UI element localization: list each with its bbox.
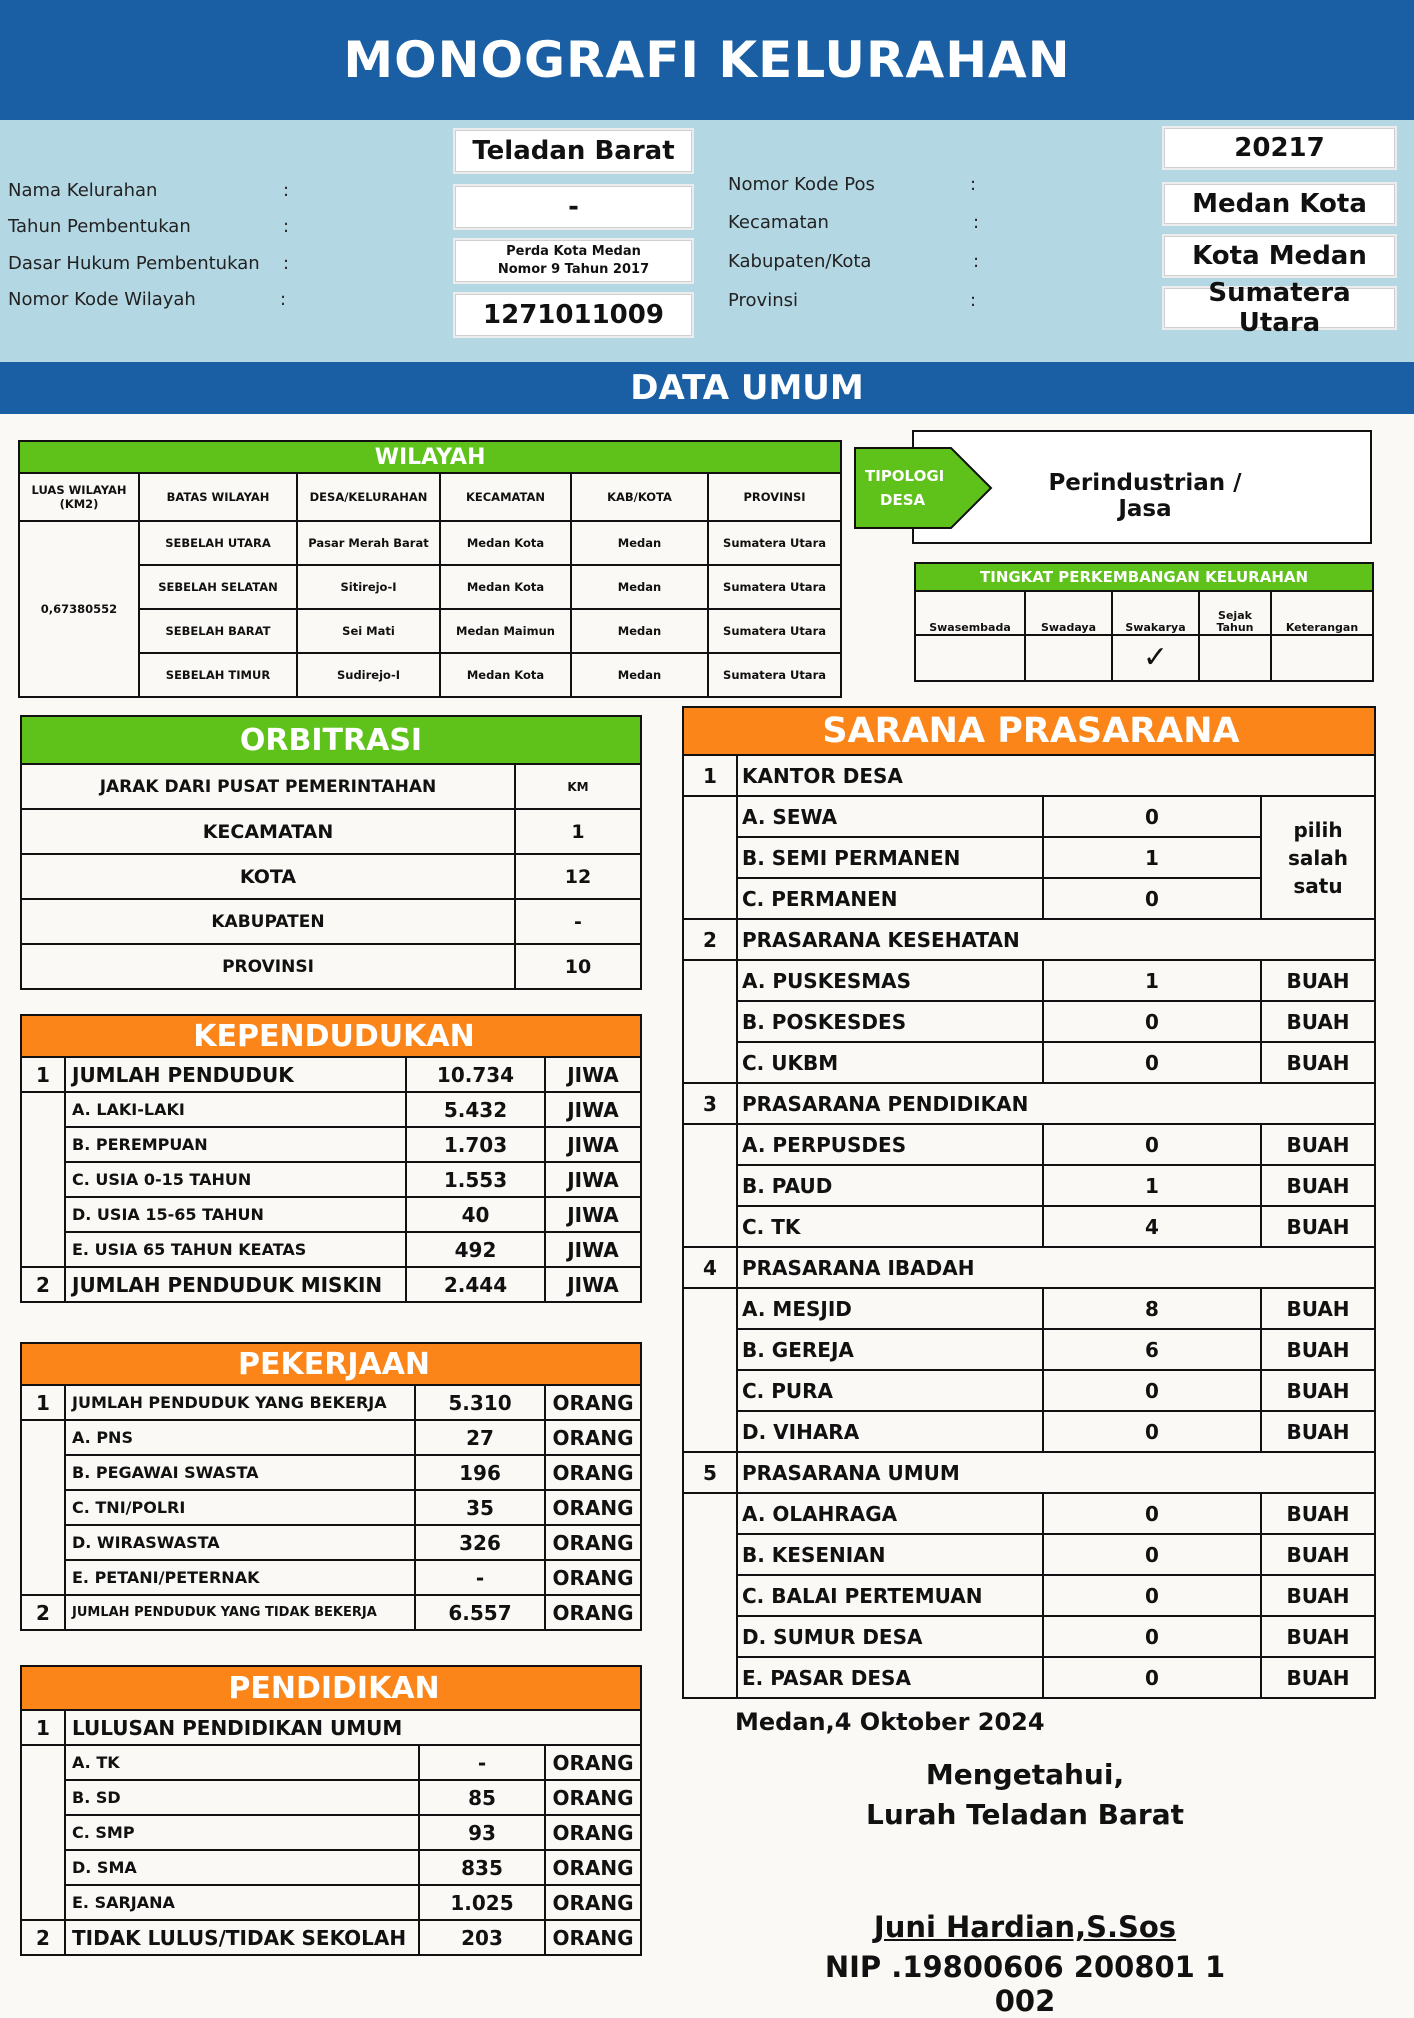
table-cell: KOTA bbox=[21, 854, 515, 899]
row-value: 0 bbox=[1043, 1124, 1261, 1165]
table-cell bbox=[1025, 635, 1112, 681]
table-cell: SEBELAH SELATAN bbox=[139, 565, 297, 609]
table-cell: 10 bbox=[515, 944, 641, 989]
col-header: Swakarya bbox=[1112, 591, 1199, 635]
colon: : bbox=[970, 174, 977, 195]
row-label: JUMLAH PENDUDUK YANG TIDAK BEKERJA bbox=[65, 1595, 415, 1630]
row-value: 0 bbox=[1043, 1657, 1261, 1698]
wilayah-title: WILAYAH bbox=[19, 441, 841, 473]
table-cell: Sei Mati bbox=[297, 609, 440, 653]
row-value: 8 bbox=[1043, 1288, 1261, 1329]
value-tahun-pembentukan: - bbox=[453, 184, 694, 230]
table-cell: Medan bbox=[571, 521, 708, 565]
table-cell bbox=[1271, 635, 1373, 681]
row-label: A. TK bbox=[65, 1745, 419, 1780]
row-unit: BUAH bbox=[1261, 1165, 1375, 1206]
row-unit: ORANG bbox=[545, 1385, 641, 1420]
col-header: Swasembada bbox=[915, 591, 1025, 635]
row-value: 2.444 bbox=[406, 1267, 545, 1302]
colon: : bbox=[973, 251, 980, 272]
table-row bbox=[21, 1885, 641, 1920]
table-cell: Medan bbox=[571, 565, 708, 609]
label-kabupaten-kota: Kabupaten/Kota bbox=[728, 251, 872, 272]
label-kecamatan: Kecamatan bbox=[728, 212, 829, 233]
row-value: 27 bbox=[415, 1420, 545, 1455]
colon: : bbox=[283, 180, 290, 201]
table-cell: SEBELAH BARAT bbox=[139, 609, 297, 653]
row-unit: BUAH bbox=[1261, 1329, 1375, 1370]
table-row bbox=[683, 1329, 1375, 1370]
row-label: A. SEWA bbox=[737, 796, 1043, 837]
label-nama-kelurahan: Nama Kelurahan bbox=[8, 180, 158, 201]
col-header: Swadaya bbox=[1025, 591, 1112, 635]
row-label: LULUSAN PENDIDIKAN UMUM bbox=[65, 1710, 641, 1745]
row-value: 203 bbox=[419, 1920, 545, 1955]
row-value: 1.553 bbox=[406, 1162, 545, 1197]
row-value: 6.557 bbox=[415, 1595, 545, 1630]
table-cell: - bbox=[515, 899, 641, 944]
table-cell: SEBELAH UTARA bbox=[139, 521, 297, 565]
row-label: D. VIHARA bbox=[737, 1411, 1043, 1452]
colon: : bbox=[283, 216, 290, 237]
row-label: C. TNI/POLRI bbox=[65, 1490, 415, 1525]
row-label: A. PERPUSDES bbox=[737, 1124, 1043, 1165]
table-row bbox=[19, 609, 841, 653]
row-unit: BUAH bbox=[1261, 1370, 1375, 1411]
row-index: 1 bbox=[21, 1057, 65, 1092]
signature-acknowledgement bbox=[860, 1755, 1190, 1835]
table-row bbox=[21, 1267, 641, 1302]
group-label: KANTOR DESA bbox=[737, 755, 1375, 796]
row-value: 1 bbox=[1043, 960, 1261, 1001]
signatory-name: Juni Hardian,S.Sos bbox=[873, 1910, 1177, 1944]
table-row bbox=[19, 521, 841, 565]
table-cell: Medan bbox=[571, 653, 708, 697]
table-row bbox=[683, 1206, 1375, 1247]
row-value: - bbox=[415, 1560, 545, 1595]
row-value: 196 bbox=[415, 1455, 545, 1490]
row-label: B. PEGAWAI SWASTA bbox=[65, 1455, 415, 1490]
row-label: TIDAK LULUS/TIDAK SEKOLAH bbox=[65, 1920, 419, 1955]
signatory-nip: NIP .19800606 200801 1 002 bbox=[824, 1950, 1226, 2018]
row-value: 1 bbox=[1043, 1165, 1261, 1206]
row-unit: JIWA bbox=[545, 1092, 641, 1127]
row-value: 0 bbox=[1043, 1042, 1261, 1083]
note-text: pilih salah satu bbox=[1261, 796, 1375, 919]
row-value: 0 bbox=[1043, 1616, 1261, 1657]
label-provinsi: Provinsi bbox=[728, 290, 798, 311]
label-tahun-pembentukan: Tahun Pembentukan bbox=[8, 216, 191, 237]
row-value: 0 bbox=[1043, 1370, 1261, 1411]
table-row bbox=[683, 1657, 1375, 1698]
table-row bbox=[683, 755, 1375, 796]
row-label: B. SEMI PERMANEN bbox=[737, 837, 1043, 878]
table-cell: KM bbox=[515, 764, 641, 809]
orbitrasi-title: ORBITRASI bbox=[21, 716, 641, 764]
table-row bbox=[21, 1162, 641, 1197]
row-value: 326 bbox=[415, 1525, 545, 1560]
table-cell: JARAK DARI PUSAT PEMERINTAHAN bbox=[21, 764, 515, 809]
row-label: D. SMA bbox=[65, 1850, 419, 1885]
table-row bbox=[683, 1165, 1375, 1206]
value-kabupaten-kota: Kota Medan bbox=[1162, 234, 1397, 278]
row-value: 40 bbox=[406, 1197, 545, 1232]
row-unit: BUAH bbox=[1261, 1657, 1375, 1698]
row-label: E. PETANI/PETERNAK bbox=[65, 1560, 415, 1595]
tipologi-label-1: TIPOLOGI bbox=[865, 467, 945, 485]
row-index: 4 bbox=[683, 1247, 737, 1288]
row-label: D. USIA 15-65 TAHUN bbox=[65, 1197, 406, 1232]
row-value: 93 bbox=[419, 1815, 545, 1850]
colon: : bbox=[970, 290, 977, 311]
table-row bbox=[21, 1455, 641, 1490]
table-row bbox=[683, 960, 1375, 1001]
label-kode-wilayah: Nomor Kode Wilayah bbox=[8, 289, 196, 310]
signature-know-line1: Mengetahui, bbox=[925, 1758, 1125, 1791]
col-header: KECAMATAN bbox=[440, 473, 571, 521]
table-row bbox=[21, 1815, 641, 1850]
pekerjaan-title: PEKERJAAN bbox=[21, 1343, 641, 1385]
table-row bbox=[21, 1197, 641, 1232]
signature-know-line2: Lurah Teladan Barat bbox=[866, 1798, 1184, 1831]
value-dasar-hukum bbox=[453, 238, 694, 284]
row-index bbox=[683, 1288, 737, 1452]
row-label: C. UKBM bbox=[737, 1042, 1043, 1083]
row-value: 5.310 bbox=[415, 1385, 545, 1420]
row-unit: ORANG bbox=[545, 1745, 641, 1780]
table-row bbox=[19, 565, 841, 609]
row-unit: ORANG bbox=[545, 1850, 641, 1885]
row-label: JUMLAH PENDUDUK MISKIN bbox=[65, 1267, 406, 1302]
pendidikan-table bbox=[20, 1665, 642, 1956]
table-row bbox=[21, 1232, 641, 1267]
row-index: 1 bbox=[683, 755, 737, 796]
page-title: MONOGRAFI KELURAHAN bbox=[0, 0, 1414, 120]
table-row bbox=[21, 1127, 641, 1162]
col-header: KAB/KOTA bbox=[571, 473, 708, 521]
group-label: PRASARANA KESEHATAN bbox=[737, 919, 1375, 960]
row-label: A. MESJID bbox=[737, 1288, 1043, 1329]
table-row bbox=[683, 796, 1375, 837]
row-value: 0 bbox=[1043, 1534, 1261, 1575]
row-unit: BUAH bbox=[1261, 1042, 1375, 1083]
row-value: 1.025 bbox=[419, 1885, 545, 1920]
row-index bbox=[683, 1493, 737, 1698]
table-row bbox=[21, 1490, 641, 1525]
row-label: E. PASAR DESA bbox=[737, 1657, 1043, 1698]
table-cell: Sumatera Utara bbox=[708, 653, 841, 697]
row-index: 2 bbox=[21, 1267, 65, 1302]
row-value: 4 bbox=[1043, 1206, 1261, 1247]
row-unit: JIWA bbox=[545, 1057, 641, 1092]
tingkat-table bbox=[914, 562, 1374, 682]
row-value: 6 bbox=[1043, 1329, 1261, 1370]
row-unit: BUAH bbox=[1261, 1288, 1375, 1329]
row-value: 0 bbox=[1043, 1411, 1261, 1452]
col-header: DESA/KELURAHAN bbox=[297, 473, 440, 521]
row-value: 0 bbox=[1043, 1001, 1261, 1042]
group-label: PRASARANA IBADAH bbox=[737, 1247, 1375, 1288]
sarana-table bbox=[682, 706, 1376, 1699]
row-label: D. WIRASWASTA bbox=[65, 1525, 415, 1560]
table-row bbox=[21, 1385, 641, 1420]
row-index bbox=[21, 1745, 65, 1920]
row-label: C. BALAI PERTEMUAN bbox=[737, 1575, 1043, 1616]
table-row bbox=[21, 1057, 641, 1092]
table-cell: SEBELAH TIMUR bbox=[139, 653, 297, 697]
row-unit: ORANG bbox=[545, 1455, 641, 1490]
table-cell: Medan Kota bbox=[440, 565, 571, 609]
row-unit: JIWA bbox=[545, 1232, 641, 1267]
colon: : bbox=[973, 212, 980, 233]
row-unit: ORANG bbox=[545, 1595, 641, 1630]
table-row bbox=[683, 1042, 1375, 1083]
tipologi-arrow-icon bbox=[855, 448, 995, 528]
row-unit: BUAH bbox=[1261, 1493, 1375, 1534]
table-row bbox=[683, 1534, 1375, 1575]
row-unit: BUAH bbox=[1261, 1534, 1375, 1575]
colon: : bbox=[283, 253, 290, 274]
row-label: B. PEREMPUAN bbox=[65, 1127, 406, 1162]
row-label: B. KESENIAN bbox=[737, 1534, 1043, 1575]
label-kode-pos: Nomor Kode Pos bbox=[728, 174, 875, 195]
table-row bbox=[21, 1560, 641, 1595]
row-index: 5 bbox=[683, 1452, 737, 1493]
row-index bbox=[683, 796, 737, 919]
dasar-hukum-line2: Nomor 9 Tahun 2017 bbox=[497, 262, 650, 277]
row-label: C. PERMANEN bbox=[737, 878, 1043, 919]
value-kecamatan: Medan Kota bbox=[1162, 182, 1397, 226]
row-unit: JIWA bbox=[545, 1267, 641, 1302]
row-unit: ORANG bbox=[545, 1560, 641, 1595]
row-unit: ORANG bbox=[545, 1780, 641, 1815]
col-header: Keterangan bbox=[1271, 591, 1373, 635]
tipologi-label-2: DESA bbox=[880, 491, 926, 509]
row-value: 1.703 bbox=[406, 1127, 545, 1162]
row-unit: JIWA bbox=[545, 1162, 641, 1197]
row-index bbox=[21, 1092, 65, 1267]
table-row bbox=[683, 1247, 1375, 1288]
row-value: 0 bbox=[1043, 1575, 1261, 1616]
table-row bbox=[683, 1575, 1375, 1616]
table-row bbox=[21, 1525, 641, 1560]
colon: : bbox=[280, 289, 287, 310]
table-row bbox=[21, 1595, 641, 1630]
row-index: 1 bbox=[21, 1710, 65, 1745]
table-row bbox=[21, 1420, 641, 1455]
table-row bbox=[19, 653, 841, 697]
row-unit: ORANG bbox=[545, 1885, 641, 1920]
row-unit: BUAH bbox=[1261, 1206, 1375, 1247]
table-cell: Sumatera Utara bbox=[708, 565, 841, 609]
row-index bbox=[21, 1420, 65, 1595]
row-unit: ORANG bbox=[545, 1490, 641, 1525]
table-cell: Sumatera Utara bbox=[708, 521, 841, 565]
table-cell: KABUPATEN bbox=[21, 899, 515, 944]
table-cell bbox=[1199, 635, 1271, 681]
row-label: B. PAUD bbox=[737, 1165, 1043, 1206]
table-cell: 1 bbox=[515, 809, 641, 854]
table-row bbox=[683, 1001, 1375, 1042]
table-cell: Sudirejo-I bbox=[297, 653, 440, 697]
table-cell bbox=[915, 635, 1025, 681]
table-cell: 12 bbox=[515, 854, 641, 899]
wilayah-table bbox=[18, 440, 842, 698]
kependudukan-table bbox=[20, 1014, 642, 1303]
row-label: B. SD bbox=[65, 1780, 419, 1815]
row-unit: BUAH bbox=[1261, 1124, 1375, 1165]
table-row bbox=[21, 1710, 641, 1745]
pendidikan-title: PENDIDIKAN bbox=[21, 1666, 641, 1710]
table-row bbox=[683, 919, 1375, 960]
row-label: C. TK bbox=[737, 1206, 1043, 1247]
row-value: 85 bbox=[419, 1780, 545, 1815]
table-cell: Medan bbox=[571, 609, 708, 653]
table-row bbox=[683, 1370, 1375, 1411]
tingkat-title: TINGKAT PERKEMBANGAN KELURAHAN bbox=[915, 563, 1373, 591]
row-value: 835 bbox=[419, 1850, 545, 1885]
sarana-title: SARANA PRASARANA bbox=[683, 707, 1375, 755]
tipologi-value: Perindustrian / Jasa bbox=[1048, 470, 1242, 522]
table-row bbox=[683, 1493, 1375, 1534]
row-value: 5.432 bbox=[406, 1092, 545, 1127]
row-index: 3 bbox=[683, 1083, 737, 1124]
table-row bbox=[683, 1411, 1375, 1452]
table-cell: KECAMATAN bbox=[21, 809, 515, 854]
row-label: E. USIA 65 TAHUN KEATAS bbox=[65, 1232, 406, 1267]
row-unit: BUAH bbox=[1261, 1001, 1375, 1042]
row-label: C. PURA bbox=[737, 1370, 1043, 1411]
table-row bbox=[683, 1452, 1375, 1493]
value-nama-kelurahan: Teladan Barat bbox=[453, 128, 694, 174]
dasar-hukum-line1: Perda Kota Medan bbox=[506, 244, 641, 259]
table-row bbox=[683, 1288, 1375, 1329]
table-cell: Pasar Merah Barat bbox=[297, 521, 440, 565]
table-row bbox=[21, 1092, 641, 1127]
row-label: A. LAKI-LAKI bbox=[65, 1092, 406, 1127]
orbitrasi-table bbox=[20, 715, 642, 990]
row-unit: ORANG bbox=[545, 1815, 641, 1850]
row-index bbox=[683, 960, 737, 1083]
table-row bbox=[683, 1083, 1375, 1124]
table-row bbox=[21, 1745, 641, 1780]
row-unit: ORANG bbox=[545, 1420, 641, 1455]
row-index: 2 bbox=[683, 919, 737, 960]
row-index bbox=[683, 1124, 737, 1247]
row-unit: ORANG bbox=[545, 1920, 641, 1955]
col-header: PROVINSI bbox=[708, 473, 841, 521]
row-index: 1 bbox=[21, 1385, 65, 1420]
row-value: 35 bbox=[415, 1490, 545, 1525]
row-value: 0 bbox=[1043, 878, 1261, 919]
row-label: E. SARJANA bbox=[65, 1885, 419, 1920]
row-index: 2 bbox=[21, 1920, 65, 1955]
row-value: 0 bbox=[1043, 1493, 1261, 1534]
row-label: JUMLAH PENDUDUK YANG BEKERJA bbox=[65, 1385, 415, 1420]
value-kode-pos: 20217 bbox=[1162, 126, 1397, 170]
table-row bbox=[21, 1850, 641, 1885]
table-cell: Sitirejo-I bbox=[297, 565, 440, 609]
row-unit: BUAH bbox=[1261, 1575, 1375, 1616]
table-cell: Medan Kota bbox=[440, 653, 571, 697]
table-row bbox=[21, 1920, 641, 1955]
kependudukan-title: KEPENDUDUKAN bbox=[21, 1015, 641, 1057]
label-dasar-hukum: Dasar Hukum Pembentukan bbox=[8, 253, 260, 274]
row-unit: BUAH bbox=[1261, 1616, 1375, 1657]
row-label: A. OLAHRAGA bbox=[737, 1493, 1043, 1534]
row-label: A. PNS bbox=[65, 1420, 415, 1455]
row-unit: JIWA bbox=[545, 1197, 641, 1232]
row-index: 2 bbox=[21, 1595, 65, 1630]
col-header: LUAS WILAYAH (KM2) bbox=[19, 473, 139, 521]
row-label: D. SUMUR DESA bbox=[737, 1616, 1043, 1657]
value-provinsi: Sumatera Utara bbox=[1162, 286, 1397, 330]
row-value: 10.734 bbox=[406, 1057, 545, 1092]
row-value: 0 bbox=[1043, 796, 1261, 837]
table-cell: Medan Maimun bbox=[440, 609, 571, 653]
row-value: 1 bbox=[1043, 837, 1261, 878]
table-cell: Sumatera Utara bbox=[708, 609, 841, 653]
row-value: - bbox=[419, 1745, 545, 1780]
row-unit: ORANG bbox=[545, 1525, 641, 1560]
row-label: C. USIA 0-15 TAHUN bbox=[65, 1162, 406, 1197]
table-row bbox=[683, 1616, 1375, 1657]
signature-date: Medan,4 Oktober 2024 bbox=[735, 1708, 1045, 1736]
row-label: B. GEREJA bbox=[737, 1329, 1043, 1370]
table-row bbox=[21, 1780, 641, 1815]
row-value: 492 bbox=[406, 1232, 545, 1267]
table-cell: Medan Kota bbox=[440, 521, 571, 565]
checkmark-icon: ✓ bbox=[1112, 635, 1199, 681]
group-label: PRASARANA PENDIDIKAN bbox=[737, 1083, 1375, 1124]
col-header: BATAS WILAYAH bbox=[139, 473, 297, 521]
row-unit: BUAH bbox=[1261, 1411, 1375, 1452]
value-kode-wilayah: 1271011009 bbox=[453, 292, 694, 338]
data-umum-banner: DATA UMUM bbox=[0, 362, 1414, 414]
row-unit: JIWA bbox=[545, 1127, 641, 1162]
col-header: Sejak Tahun bbox=[1199, 591, 1271, 635]
table-cell: PROVINSI bbox=[21, 944, 515, 989]
pekerjaan-table bbox=[20, 1342, 642, 1631]
luas-wilayah: 0,67380552 bbox=[19, 521, 139, 697]
row-label: C. SMP bbox=[65, 1815, 419, 1850]
row-label: JUMLAH PENDUDUK bbox=[65, 1057, 406, 1092]
row-unit: BUAH bbox=[1261, 960, 1375, 1001]
row-label: B. POSKESDES bbox=[737, 1001, 1043, 1042]
row-label: A. PUSKESMAS bbox=[737, 960, 1043, 1001]
group-label: PRASARANA UMUM bbox=[737, 1452, 1375, 1493]
table-row bbox=[683, 1124, 1375, 1165]
